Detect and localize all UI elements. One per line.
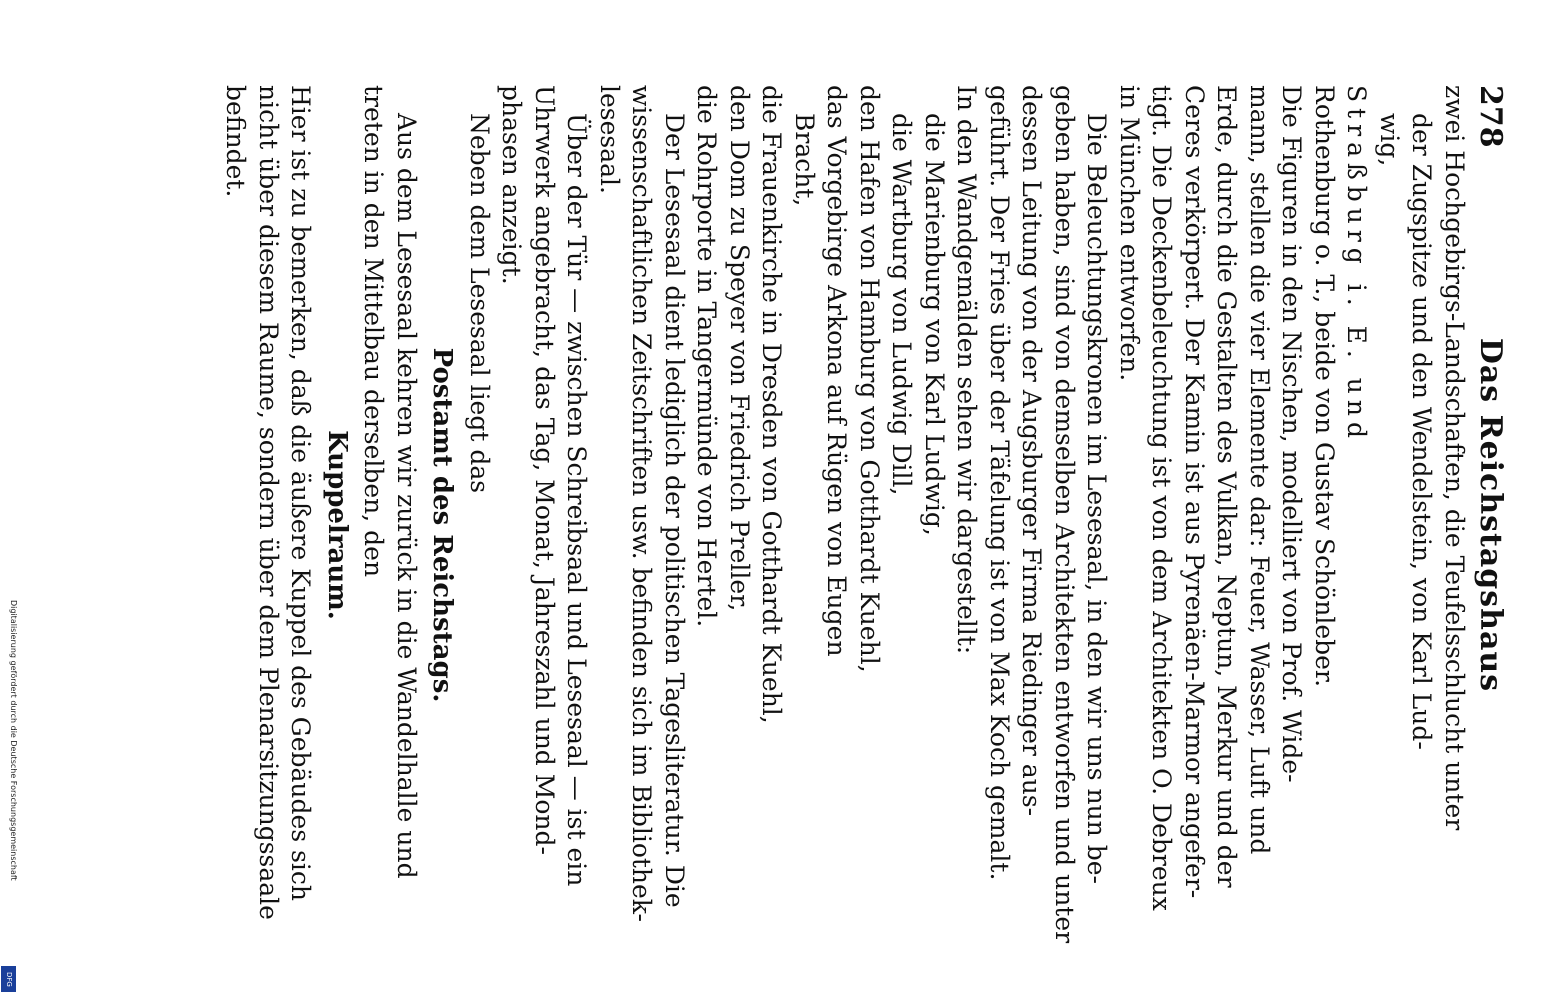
text-line: Rothenburg o. T., beide von Gustav Schönleber.	[1310, 85, 1339, 688]
digitization-note-text: Digitalisierung gefördert durch die Deutsche Forschungsgemeinschaft	[9, 600, 18, 881]
text-line: die Marienburg von Karl Ludwig,	[920, 113, 949, 536]
text-line: Straßburg i. E. und	[1342, 85, 1372, 444]
text-line: dessen Leitung von der Augsburger Firma Riedinger aus-	[1017, 85, 1047, 817]
text-line: Die Figuren in den Nischen, modelliert von Prof. Wide-	[1277, 85, 1307, 783]
text-line: Der Lesesaal dient lediglich der politischen Tagesliteratur. Die	[660, 113, 689, 908]
text-line: Die Beleuchtungskronen im Lesesaal, in den wir uns nun be-	[1082, 113, 1112, 884]
text-line: befindet.	[221, 85, 251, 198]
text-line: lesesaal.	[595, 85, 624, 194]
text-line: den Hafen von Hamburg von Gotthardt Kuehl,	[855, 85, 884, 673]
page-number: 278	[1473, 85, 1508, 148]
text-line: zwei Hochgebirgs-Landschaften, die Teufelsschlucht unter	[1440, 85, 1469, 831]
digitization-note	[0, 600, 22, 1000]
text-line: wig,	[1375, 113, 1404, 167]
page-body-text	[219, 85, 1470, 965]
text-line: Über der Tür — zwischen Schreibsaal und Lesesaal — ist ein	[562, 113, 592, 887]
text-line: mann, stellen die vier Elemente dar: Feuer, Wasser, Luft und	[1245, 85, 1274, 855]
running-head: Das Reichstagshaus	[1473, 337, 1508, 693]
text-line: Erde, durch die Gestalten des Vulkan, Neptun, Merkur und der	[1212, 85, 1242, 888]
section-heading: Kuppelraum.	[322, 430, 352, 620]
text-line: nicht über diesem Raume, sondern über dem Plenarsitzungssaale	[254, 85, 283, 920]
text-line: geführt. Der Fries über der Täfelung ist von Max Koch gemalt.	[985, 85, 1014, 881]
section-heading: Postamt des Reichstags.	[427, 347, 458, 703]
text-line: die Frauenkirche in Dresden von Gotthardt Kuehl,	[757, 85, 787, 724]
text-line: Ceres verkörpert. Der Kamin ist aus Pyrenäen-Marmor angefer-	[1180, 85, 1209, 899]
text-line: Aus dem Lesesaal kehren wir zurück in die Wandelhalle und	[392, 113, 421, 879]
text-line: wissenschaftlichen Zeitschriften usw. befinden sich im Bibliothek-	[627, 85, 657, 922]
text-line: die Wartburg von Ludwig Dill,	[887, 113, 917, 496]
text-line: die Rohrporte in Tangermünde von Hertel.	[692, 85, 722, 628]
text-line: das Vorgebirge Arkona auf Rügen von Eugen	[822, 85, 852, 657]
text-line: den Dom zu Speyer von Friedrich Preller,	[725, 85, 754, 612]
text-line: Uhrwerk angebracht, das Tag, Monat, Jahreszahl und Mond-	[530, 85, 559, 855]
text-line: in München entworfen.	[1115, 85, 1144, 382]
dfg-logo: DFG	[1, 966, 16, 992]
text-line: Hier ist zu bemerken, daß die äußere Kuppel des Gebäudes sich	[286, 85, 316, 902]
text-line: der Zugspitze und den Wendelstein, von Karl Lud-	[1407, 113, 1437, 750]
text-line: treten in den Mittelbau derselben, den	[359, 85, 389, 578]
text-line: Bracht,	[790, 113, 819, 207]
text-line: geben haben, sind von demselben Architekten entworfen und unter	[1050, 85, 1079, 944]
text-line: Neben dem Lesesaal liegt das	[465, 113, 494, 494]
text-line: In den Wandgemälden sehen wir dargestellt:	[952, 85, 982, 655]
text-line: tigt. Die Deckenbeleuchtung ist von dem Architekten O. Debreux	[1147, 85, 1177, 911]
text-line: phasen anzeigt.	[497, 85, 527, 285]
